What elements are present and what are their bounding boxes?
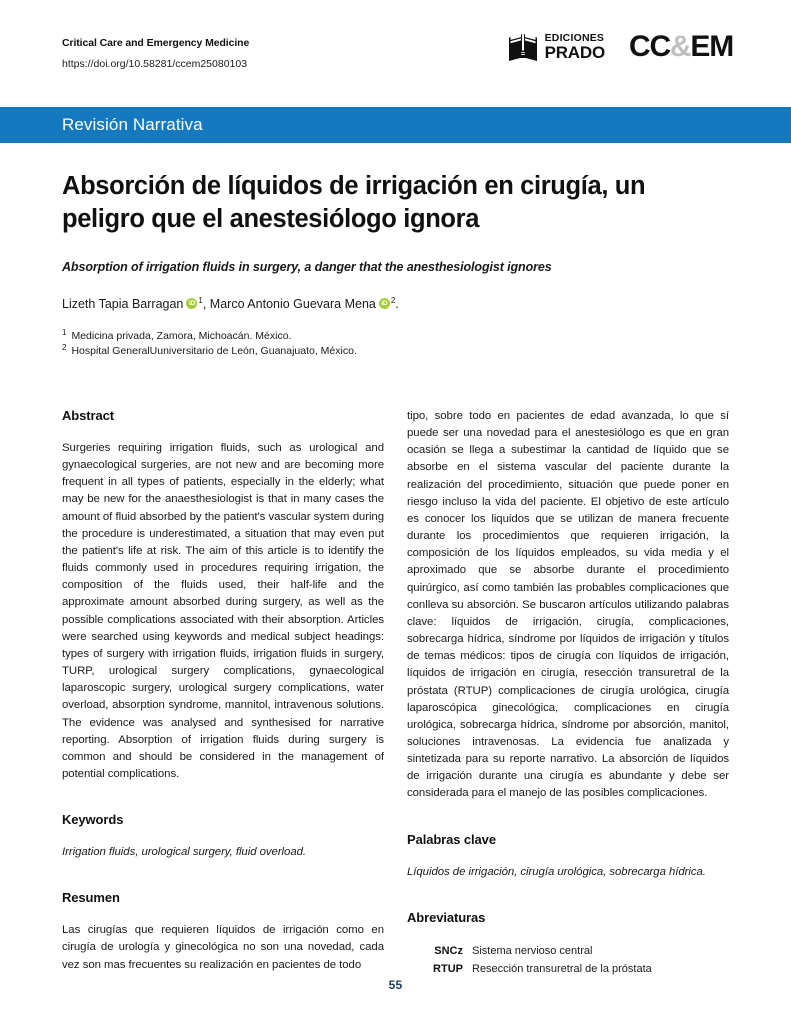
- masthead: [0, 0, 791, 104]
- page-number: 55: [388, 978, 403, 992]
- keywords-text: Irrigation fluids, urological surgery, fluid overload.: [62, 846, 307, 859]
- author-affiliation-marker-1: 1: [198, 295, 203, 305]
- resumen-heading: Resumen: [62, 890, 120, 906]
- article-type-band: [0, 107, 791, 143]
- palabras-clave-heading: Palabras clave: [407, 831, 496, 847]
- abbreviation-value: Resección transuretral de la próstata: [472, 962, 652, 975]
- affiliation-number: 1: [62, 327, 67, 337]
- journal-title: Critical Care and Emergency Medicine: [62, 37, 250, 49]
- title-block: [62, 170, 732, 274]
- affiliation-item: [62, 329, 732, 344]
- affiliation-number: 2: [62, 342, 67, 352]
- orcid-icon[interactable]: [186, 298, 197, 309]
- author-name-1: Lizeth Tapia Barragan: [62, 297, 184, 311]
- affiliation-text: Hospital GeneralUuniversitario de León, Guanajuato, México.: [71, 345, 357, 357]
- keywords-heading: Keywords: [62, 812, 124, 828]
- abreviaturas-heading: Abreviaturas: [407, 909, 486, 925]
- ccem-part1: CC: [628, 30, 670, 63]
- open-book-icon: [506, 30, 540, 64]
- doi-link[interactable]: https://doi.org/10.58281/ccem25080103: [62, 58, 248, 70]
- article-type-label: Revisión Narrativa: [62, 115, 203, 134]
- ediciones-prado-logo: [506, 30, 605, 64]
- palabras-clave-text: Líquidos de irrigación, cirugía urológica, sobrecarga hídrica.: [407, 865, 706, 878]
- authors-block: [62, 296, 732, 359]
- abbreviation-row: [419, 942, 729, 960]
- abbreviation-row: [419, 960, 729, 978]
- abstract-heading: Abstract: [62, 408, 114, 423]
- affiliation-item: [62, 344, 732, 359]
- resumen-text: Las cirugías que requieren líquidos de irrigación como en cirugía de urología y ginecológica no son una novedad, cada vez son mas frecuentes su realización en pacientes de todo: [62, 924, 384, 971]
- abstract-text: Surgeries requiring irrigation fluids, such as urological and gynaecological surgeries, are not new and are becoming more frequent in all types of patients, especially in the elderly; what may be new for the anaesthesiologist is that in many cases the amount of fluid absorbed by the patient's vascular system during the procedure is underestimated, a situation that may even put the patient's life at risk. The aim of this article is to identify the fluids commonly used in procedures requiring irrigation, the composition of the fluids used, their half-life and the approximate amount absorbed during surgery, as well as the possible complications associated with their absorption. Articles were searched using keywords and medical subject headings: types of surgery with irrigation fluids, irrigation fluids in surgery, TURP, urological surgery complications, gynaecological laparoscopic surgery, urological surgery complications, water overload, absorption syndrome, mannitol, intravenous solutions. The evidence was analysed and synthesised for narrative reporting. Absorption of irrigation fluids during surgery is common and should be considered in the management of potential complications.: [62, 442, 384, 780]
- ediciones-prado-wordmark: [545, 33, 605, 62]
- right-column: [407, 408, 729, 978]
- abbreviation-value: Sistema nervioso central: [472, 944, 593, 957]
- publisher-name-line1: EDICIONES: [544, 31, 605, 44]
- authors-terminator: .: [395, 297, 399, 311]
- left-column: [62, 408, 384, 974]
- resumen-text-continued: tipo, sobre todo en pacientes de edad avanzada, lo que sí puede ser una novedad para el anestesiólogo es que en gran ocasión se llega a subestimar la cantidad de líquido que se absorbe en el sistema vascular del paciente durante la realización del procedimiento, situación que puede poner en riesgo incluso la vida del paciente. El objetivo de este artículo es conocer los liquidos que se utilizan de manera frecuente durante los procedimientos que requieren irrigación, la composición de los líquidos empleados, su vida media y el aproximado que se absorbe durante el procedimiento quirúrgico, así como también las probables complicaciones que conlleva su absorción. Se buscaron artículos utilizando palabras clave: líquidos de irrigación, cirugía, complicaciones, sobrecarga hídrica, síndrome por líquidos de irrigación y títulos de temas médicos: tipos de cirugía con líquidos de irrigación, líquidos de irrigación en cirugía, resección transuretral de la próstata (RTUP) complicaciones de cirugía urológica, cirugía laparoscópica ginecológica, complicaciones en cirugía urológica, sobrecarga hídrica, síndrome por absorción, manitol, soluciones intravenosas. La evidencia fue analizada y sintetizada para su reporte narrativo. La absorción de líquidos de irrigación durante una cirugía es abundante y debe ser considerada para el manejo de las posibles complicaciones.: [407, 410, 729, 800]
- abbreviations-list: [407, 942, 729, 978]
- author-affiliation-marker-2: 2: [390, 295, 396, 305]
- publisher-name-line2: PRADO: [544, 43, 605, 63]
- logo-group: [506, 30, 733, 64]
- ccem-ampersand: &: [669, 30, 691, 63]
- journal-identity-block: [62, 36, 249, 71]
- affiliation-text: Medicina privada, Zamora, Michoacán. México.: [71, 330, 292, 342]
- abbreviation-key: SNCz: [434, 944, 463, 957]
- ccem-journal-mark: [629, 32, 733, 62]
- author-separator: ,: [202, 297, 210, 311]
- abbreviation-key: RTUP: [433, 962, 463, 975]
- article-title: Absorción de líquidos de irrigación en cirugía, un peligro que el anestesiólogo ignora: [62, 172, 646, 233]
- orcid-icon[interactable]: [379, 298, 390, 309]
- author-name-2: Marco Antonio Guevara Mena: [209, 297, 376, 311]
- ccem-part2: EM: [690, 30, 733, 63]
- article-subtitle-english: Absorption of irrigation fluids in surgery, a danger that the anesthesiologist ignores: [62, 260, 552, 274]
- authors-line: [62, 296, 732, 313]
- affiliations-list: [62, 329, 732, 359]
